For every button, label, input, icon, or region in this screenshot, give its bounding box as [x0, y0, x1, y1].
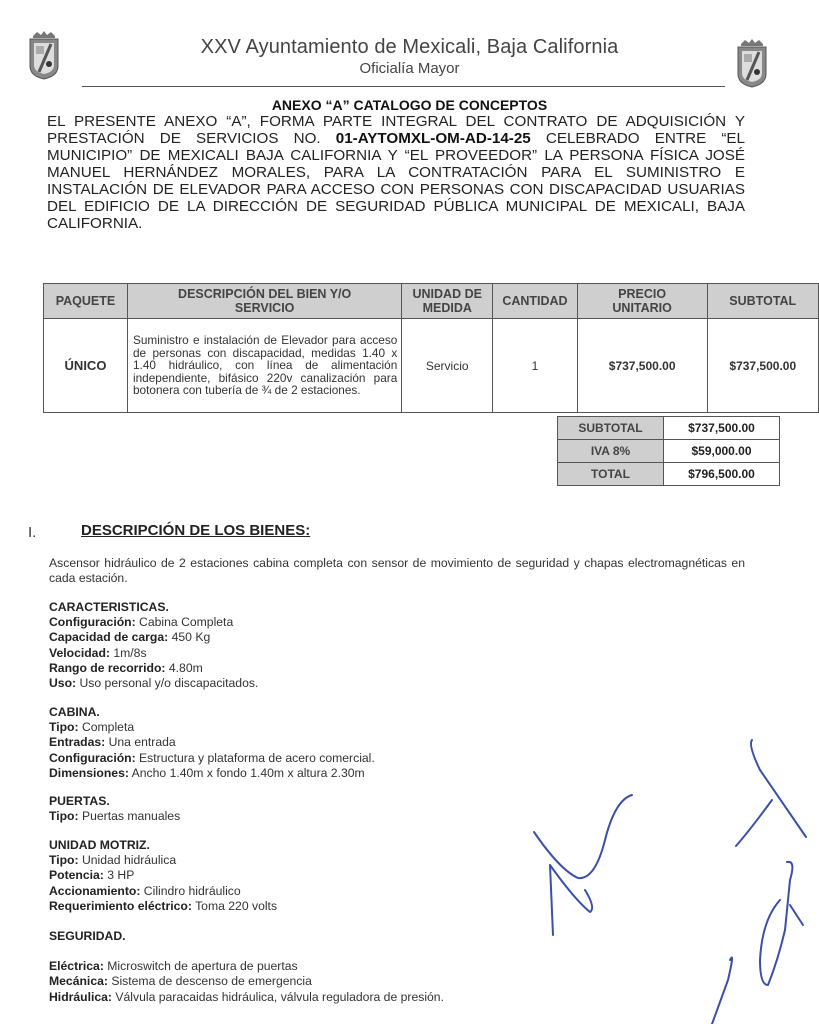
spec-label: Dimensiones: — [49, 765, 129, 780]
summary-label: TOTAL — [558, 463, 664, 486]
spec-label: Mecánica: — [49, 974, 108, 989]
spec-value: Una entrada — [105, 735, 176, 750]
spec-value: Ancho 1.40m x fondo 1.40m x altura 2.30m — [128, 765, 365, 780]
section-intro: Ascensor hidráulico de 2 estaciones cabina completa con sensor de movimiento de seguridad y chapas electromagnéticas en cada estación. — [49, 556, 745, 585]
signature-3-cross — [790, 905, 803, 925]
summary-row-iva — [558, 440, 780, 463]
block-heading: CABINA. — [49, 705, 100, 719]
block-caracteristicas — [49, 600, 258, 691]
summary-value: $737,500.00 — [664, 417, 780, 440]
block-cabina — [49, 705, 375, 781]
cell-descripcion: Suministro e instalación de Elevador para acceso de personas con discapacidad, medidas 1.40 x 1.40 hidráulico, con línea de alimentación independiente, bifásico 220v canalización para botonera con tubería de ¾ de 2 estaciones. — [128, 319, 402, 413]
summary-value: $796,500.00 — [664, 463, 780, 486]
block-unidad-motriz — [49, 838, 277, 914]
spec-label: Eléctrica: — [49, 959, 104, 974]
spec-label: Entradas: — [49, 735, 106, 750]
intro-text-part1: EL PRESENTE ANEXO “A”, FORMA PARTE INTEGRAL DEL CONTRATO DE ADQUISICIÓN Y PRESTACIÓN DE SERVICIOS NO. — [47, 113, 745, 147]
spec-row — [49, 990, 444, 1005]
header-subtitle: Oficialía Mayor — [359, 60, 460, 77]
block-heading: UNIDAD MOTRIZ. — [49, 838, 150, 852]
summary-label: IVA 8% — [558, 440, 664, 463]
block-heading: SEGURIDAD. — [49, 929, 126, 943]
spec-row — [49, 630, 258, 645]
signature-2 — [751, 740, 806, 837]
header-unidad: UNIDAD DE MEDIDA — [402, 284, 493, 319]
cell-unidad: Servicio — [402, 319, 493, 413]
spec-row — [49, 899, 277, 914]
spec-value: Cabina Completa — [135, 615, 234, 630]
spec-value: Unidad hidráulica — [78, 853, 177, 868]
spec-label: Requerimiento eléctrico: — [49, 898, 192, 913]
section-title: DESCRIPCIÓN DE LOS BIENES: — [81, 522, 311, 539]
signature-1-stroke — [550, 865, 592, 935]
spec-value: 3 HP — [103, 868, 135, 883]
spec-label: Tipo: — [49, 853, 79, 868]
intro-text-part2: CELEBRADO ENTRE “EL MUNICIPIO” DE MEXICALI BAJA CALIFORNIA Y “EL PROVEEDOR” LA PERSONA FÍSICA JOSÉ MANUEL HERNÁNDEZ MORALES, PARA LA CONTRATACIÓN PARA EL SUMINISTRO E INSTALACIÓN DE ELEVADOR PARA ACCESO CON PERSONAS CON DISCAPACIDAD USUARIAS DEL EDIFICIO DE LA DIRECCIÓN DE SEGURIDAD PÚBLICA MUNICIPAL DE MEXICALI, BAJA CALIFORNIA. — [47, 130, 745, 232]
spec-value: 1m/8s — [109, 645, 147, 660]
header-cantidad: CANTIDAD — [493, 284, 578, 319]
spec-row — [49, 959, 444, 974]
block-seguridad — [49, 929, 444, 1005]
spec-value: Estructura y plataforma de acero comercial. — [135, 750, 375, 765]
header-paquete: PAQUETE — [44, 284, 128, 319]
spec-label: Uso: — [49, 676, 77, 691]
spec-row — [49, 884, 277, 899]
catalog-table — [43, 283, 819, 413]
totals-table — [557, 416, 780, 486]
summary-value: $59,000.00 — [664, 440, 780, 463]
spec-label: Rango de recorrido: — [49, 660, 166, 675]
spec-label: Tipo: — [49, 720, 79, 735]
spec-value: Microswitch de apertura de puertas — [103, 959, 298, 974]
cell-paquete: ÚNICO — [44, 319, 128, 413]
summary-row-total — [558, 463, 780, 486]
annex-title: ANEXO “A” CATALOGO DE CONCEPTOS — [271, 97, 548, 113]
spec-row — [49, 661, 258, 676]
summary-label: SUBTOTAL — [558, 417, 664, 440]
header-subtotal: SUBTOTAL — [707, 284, 818, 319]
spec-row — [49, 868, 277, 883]
spec-row — [49, 853, 277, 868]
spec-label: Configuración: — [49, 750, 136, 765]
block-heading: CARACTERISTICAS. — [49, 600, 169, 614]
signature-4 — [712, 958, 732, 1024]
block-puertas — [49, 794, 180, 824]
spec-value: Sistema de descenso de emergencia — [107, 974, 312, 989]
spec-label: Capacidad de carga: — [49, 630, 169, 645]
spec-row — [49, 974, 444, 989]
spec-value: 450 Kg — [168, 630, 211, 645]
table-row — [44, 319, 819, 413]
spec-row — [49, 735, 375, 750]
spec-label: Velocidad: — [49, 645, 110, 660]
spec-row — [49, 720, 375, 735]
spec-row — [49, 646, 258, 661]
spec-row — [49, 766, 375, 781]
section-number: I. — [28, 524, 37, 541]
signature-2-tick — [736, 800, 772, 846]
spec-label: Tipo: — [49, 809, 79, 824]
signature-3 — [760, 862, 792, 985]
header-title: XXV Ayuntamiento de Mexicali, Baja California — [200, 36, 619, 58]
spec-label: Potencia: — [49, 868, 104, 883]
spec-label: Hidráulica: — [49, 989, 112, 1004]
table-header-row — [44, 284, 819, 319]
spec-value: 4.80m — [165, 660, 203, 675]
cell-precio-unitario: $737,500.00 — [577, 319, 707, 413]
header-descripcion: DESCRIPCIÓN DEL BIEN Y/O SERVICIO — [128, 284, 402, 319]
spec-label: Configuración: — [49, 615, 136, 630]
spec-value: Completa — [78, 720, 135, 735]
block-heading: PUERTAS. — [49, 794, 110, 808]
summary-row-subtotal — [558, 417, 780, 440]
cell-subtotal: $737,500.00 — [707, 319, 818, 413]
spec-row — [49, 615, 258, 630]
header-divider — [82, 86, 725, 87]
spec-value: Toma 220 volts — [191, 898, 278, 913]
spec-value: Válvula paracaidas hidráulica, válvula reguladora de presión. — [112, 989, 444, 1004]
spec-row — [49, 676, 258, 691]
spec-label: Accionamiento: — [49, 883, 141, 898]
spec-row — [49, 809, 180, 824]
cell-cantidad: 1 — [493, 319, 578, 413]
signature-1 — [534, 795, 632, 878]
annex-intro-paragraph — [47, 113, 745, 232]
spec-value: Cilindro hidráulico — [140, 883, 241, 898]
header-precio-unitario: PRECIO UNITARIO — [577, 284, 707, 319]
contract-number: 01-AYTOMXL-OM-AD-14-25 — [335, 130, 531, 147]
spec-row — [49, 751, 375, 766]
spec-value: Uso personal y/o discapacitados. — [76, 676, 259, 691]
spec-value: Puertas manuales — [78, 809, 181, 824]
